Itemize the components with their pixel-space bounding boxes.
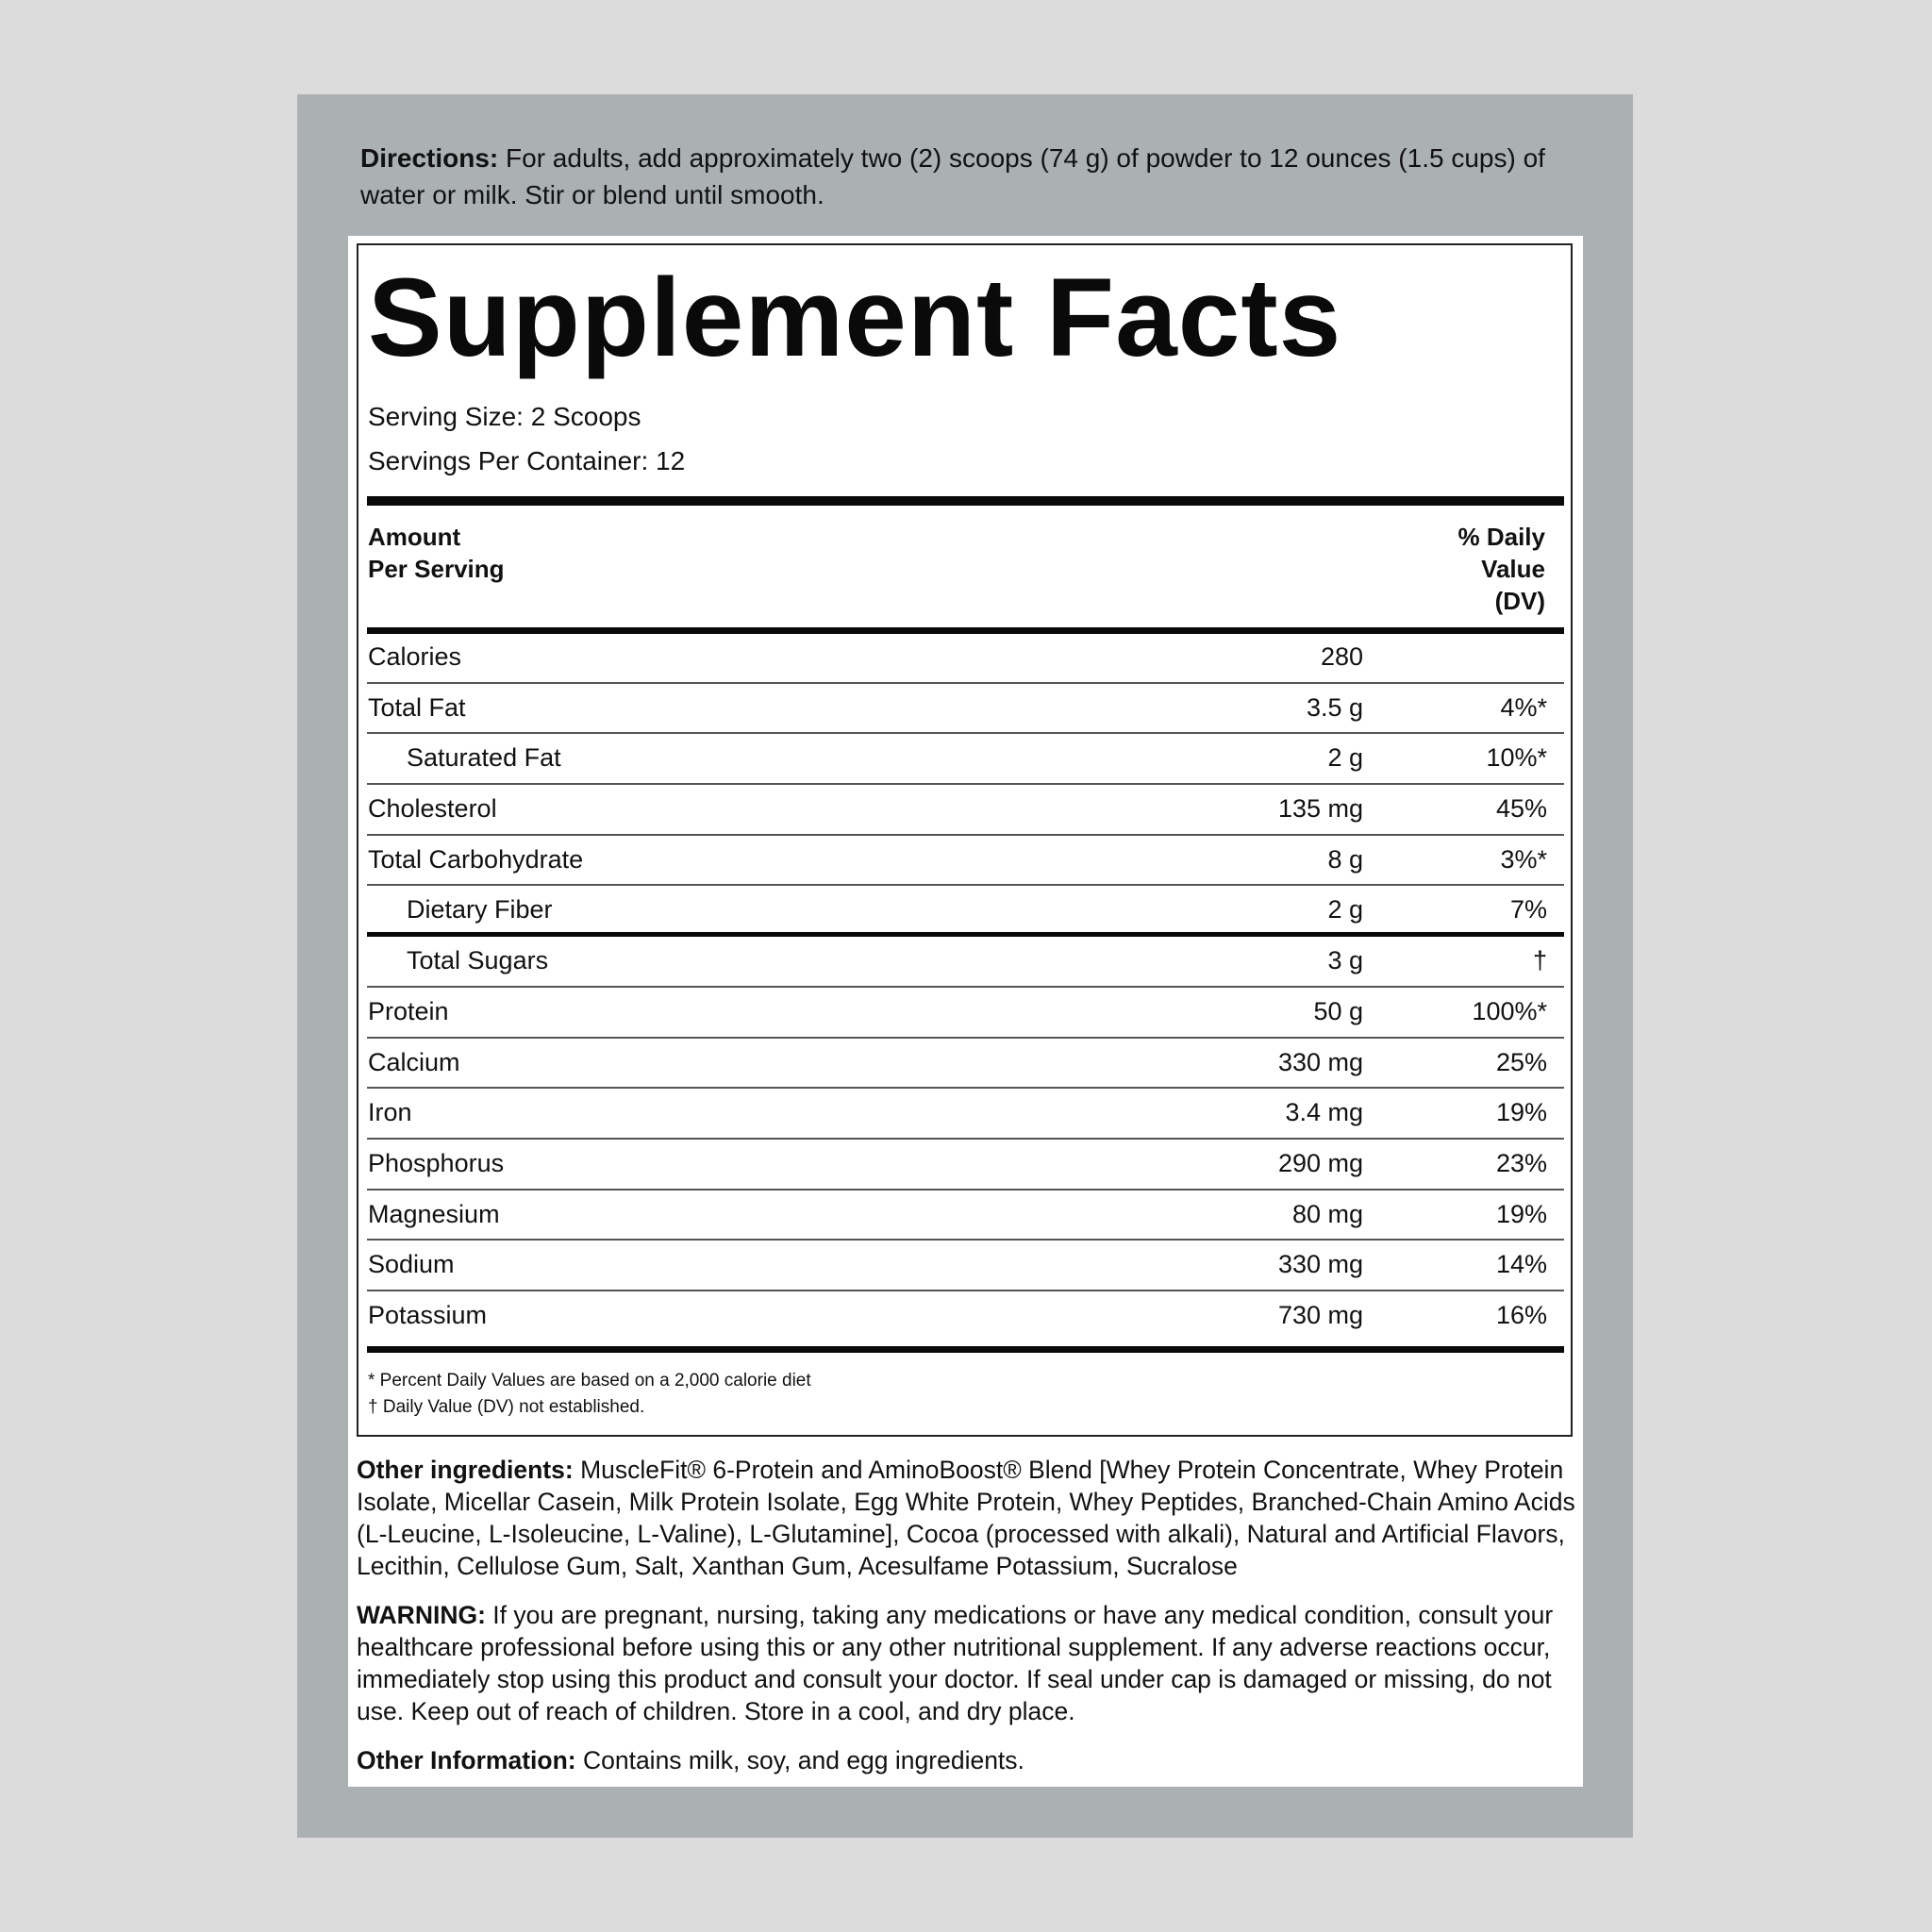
nutrient-dv: 23%	[1495, 1148, 1547, 1177]
nutrient-dv: 3%*	[1500, 844, 1547, 874]
nutrient-amount: 290 mg	[1277, 1148, 1363, 1177]
nutrient-row	[367, 1089, 1564, 1140]
nutrient-dv: 14%	[1495, 1250, 1547, 1279]
serving-size: Serving Size: 2 Scoops	[368, 402, 641, 431]
nutrient-dv: 19%	[1495, 1199, 1547, 1228]
nutrient-dv: 25%	[1495, 1047, 1547, 1076]
other-ingredients	[357, 1454, 1583, 1582]
nutrient-name: Phosphorus	[368, 1148, 505, 1177]
servings-per-container: Servings Per Container: 12	[368, 446, 686, 475]
nutrient-dv: 10%*	[1486, 743, 1547, 773]
thick-divider-bottom	[367, 1346, 1564, 1353]
warning	[357, 1599, 1583, 1727]
header-dv: (DV)	[1494, 587, 1545, 615]
other-information-text: Contains milk, soy, and egg ingredients.	[575, 1746, 1024, 1774]
nutrient-rows	[367, 633, 1564, 1342]
nutrient-dv: 4%*	[1500, 692, 1547, 722]
nutrient-amount: 280	[1320, 642, 1363, 671]
directions-text	[360, 140, 1577, 213]
header-amount: Amount	[368, 523, 461, 551]
nutrient-row	[367, 836, 1564, 887]
nutrient-amount: 3 g	[1327, 946, 1363, 975]
nutrient-amount: 330 mg	[1277, 1250, 1363, 1279]
other-ingredients-label: Other ingredients:	[357, 1456, 574, 1484]
nutrient-name: Calories	[368, 642, 462, 671]
facts-title: Supplement Facts	[368, 256, 1342, 380]
nutrient-amount: 8 g	[1327, 844, 1363, 874]
nutrient-amount: 80 mg	[1291, 1199, 1363, 1228]
nutrient-amount: 50 g	[1313, 996, 1363, 1025]
other-information-label: Other Information:	[357, 1746, 576, 1774]
nutrient-name: Total Carbohydrate	[368, 844, 584, 874]
footnote-dv-not-established: † Daily Value (DV) not established.	[368, 1397, 645, 1417]
footnotes	[368, 1368, 811, 1421]
other-ingredients-text: MuscleFit® 6-Protein and AminoBoost® Blend [Whey Protein Concentrate, Whey Protein Isolate, Micellar Casein, Milk Protein Isolate, Egg White Protein, Whey Peptides, Branched-Chain Amino Acids (L-Leucine, L-Isoleucine, L-Valine), L-Glutamine], Cocoa (processed with alkali), Natural and Artificial Flavors, Lecithin, Cellulose Gum, Salt, Xanthan Gum, Acesulfame Potassium, Sucralose	[357, 1456, 1575, 1580]
nutrient-amount: 730 mg	[1277, 1300, 1363, 1329]
nutrient-dv: 100%*	[1472, 996, 1547, 1025]
nutrient-name: Protein	[368, 996, 449, 1025]
nutrient-dv: 7%	[1509, 895, 1547, 924]
nutrient-dv: 16%	[1495, 1300, 1547, 1329]
nutrient-row	[367, 1291, 1564, 1342]
nutrient-name: Total Sugars	[407, 946, 549, 975]
warning-label: WARNING:	[357, 1601, 486, 1629]
nutrient-amount: 330 mg	[1277, 1047, 1363, 1076]
nutrient-name: Saturated Fat	[407, 743, 561, 773]
nutrient-name: Calcium	[368, 1047, 460, 1076]
nutrient-amount: 2 g	[1327, 895, 1363, 924]
nutrient-name: Iron	[368, 1098, 412, 1127]
nutrient-row	[367, 684, 1564, 735]
header-per-serving: Per Serving	[368, 555, 505, 583]
nutrient-name: Dietary Fiber	[407, 895, 553, 924]
nutrient-row	[367, 886, 1564, 937]
nutrient-row	[367, 785, 1564, 836]
warning-text: If you are pregnant, nursing, taking any medications or have any medical condition, consult your healthcare professional before using this or any other nutritional supplement. If any adverse reactions occur, immediately stop using this product and consult your doctor. If seal under cap is damaged or missing, do not use. Keep out of reach of children. Store in a cool, and dry place.	[357, 1601, 1554, 1725]
nutrient-dv: †	[1532, 946, 1547, 975]
daily-value-header	[1458, 521, 1546, 617]
nutrient-name: Potassium	[368, 1300, 488, 1329]
nutrient-row	[367, 1140, 1564, 1191]
directions-label: Directions:	[360, 143, 499, 173]
nutrient-row	[367, 1191, 1564, 1241]
nutrient-dv: 19%	[1495, 1098, 1547, 1127]
nutrient-row	[367, 1241, 1564, 1291]
nutrient-amount: 3.5 g	[1306, 692, 1363, 722]
nutrient-row	[367, 937, 1564, 988]
thick-divider-top	[367, 496, 1564, 506]
header-value: Value	[1481, 555, 1545, 583]
other-information	[357, 1744, 1583, 1776]
footnote-daily-values: * Percent Daily Values are based on a 2,000 calorie diet	[368, 1371, 811, 1391]
nutrient-row	[367, 633, 1564, 684]
supplement-facts-panel	[357, 243, 1573, 1437]
nutrient-row	[367, 988, 1564, 1039]
directions-body: For adults, add approximately two (2) scoops (74 g) of powder to 12 ounces (1.5 cups) of water or milk. Stir or blend until smooth.	[360, 143, 1545, 209]
amount-per-serving-header	[368, 521, 505, 585]
nutrient-name: Magnesium	[368, 1199, 500, 1228]
nutrient-row	[367, 734, 1564, 785]
header-daily: % Daily	[1457, 523, 1545, 551]
nutrient-amount: 3.4 mg	[1285, 1098, 1363, 1127]
nutrient-name: Cholesterol	[368, 794, 497, 824]
nutrient-dv: 45%	[1495, 794, 1547, 824]
nutrient-amount: 2 g	[1327, 743, 1363, 773]
nutrient-name: Total Fat	[368, 692, 466, 722]
nutrient-name: Sodium	[368, 1250, 455, 1279]
nutrient-row	[367, 1039, 1564, 1090]
nutrient-amount: 135 mg	[1277, 794, 1363, 824]
